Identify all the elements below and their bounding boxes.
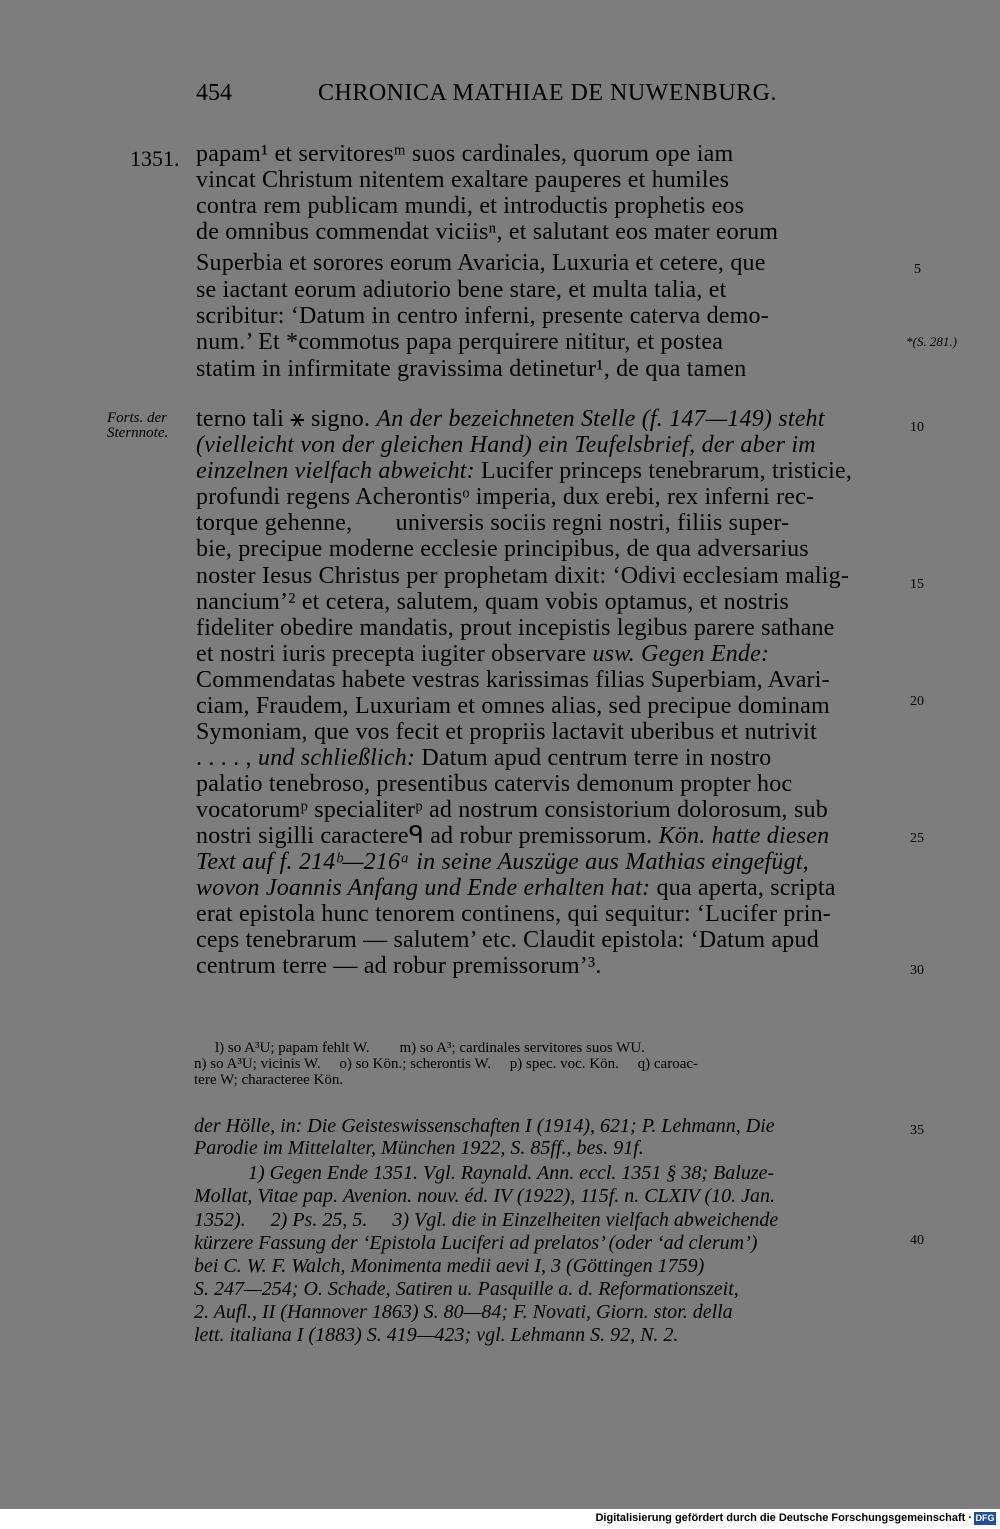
note-line: noster Iesus Christus per prophetam dixit: ‘Odivi ecclesiam malig-: [196, 563, 850, 589]
note-line: Text auf f. 214ᵇ—216ᵃ in seine Auszüge aus Mathias eingefügt,: [196, 849, 809, 875]
footnote-line: 2. Aufl., II (Hannover 1863) S. 80—84; F. Novati, Giorn. stor. della: [194, 1301, 733, 1323]
page-number: 454: [196, 80, 232, 106]
note-line: et nostri iuris precepta iugiter observare usw. Gegen Ende:: [196, 641, 770, 667]
line-number: 40: [910, 1233, 924, 1248]
footer-bar: [0, 1509, 1000, 1529]
footnote-line: S. 247—254; O. Schade, Satiren u. Pasquille a. d. Reformationszeit,: [194, 1278, 739, 1300]
footer-credit: Digitalisierung gefördert durch die Deutsche Forschungsgemeinschaft ·: [595, 1512, 972, 1524]
margin-note-line2: Sternnote.: [107, 425, 169, 441]
line-number: 30: [910, 963, 924, 978]
line-number: 15: [910, 577, 924, 592]
note-line: (vielleicht von der gleichen Hand) ein Teufelsbrief, der aber im: [196, 432, 816, 458]
apparatus-line: tere W; characteree Kön.: [194, 1072, 344, 1088]
note-line: centrum terre — ad robur premissorum’³.: [196, 953, 602, 979]
dfg-logo: DFG: [975, 1513, 995, 1523]
note-line: einzelnen vielfach abweicht: Lucifer princeps tenebrarum, tristicie,: [196, 458, 853, 484]
apparatus-line: l) so A³U; papam fehlt W. m) so A³; cardinales servitores suos WU.: [215, 1040, 645, 1056]
main-line: vincat Christum nitentem exaltare pauperes et humiles: [196, 167, 730, 193]
note-line: nancium’² et cetera, salutem, quam vobis optamus, et nostris: [196, 589, 790, 615]
side-reference: *(S. 281.): [906, 334, 957, 349]
note-line: ceps tenebrarum — salutem’ etc. Claudit epistola: ‘Datum apud: [196, 927, 819, 953]
main-line: papam¹ et servitoresᵐ suos cardinales, quorum ope iam: [196, 141, 734, 167]
footnote-line: kürzere Fassung der ‘Epistola Luciferi ad prelatos’ (oder ‘ad clerum’): [194, 1232, 758, 1254]
margin-note-line1: Forts. der: [107, 410, 167, 426]
note-line: nostri sigilli caractereᑫ ad robur premissorum. Kön. hatte diesen: [196, 823, 830, 849]
line-number: 10: [910, 420, 924, 435]
note-line: ciam, Fraudem, Luxuriam et omnes alias, sed precipue dominam: [196, 693, 830, 719]
note-line: terno tali ⚹ signo. An der bezeichneten Stelle (f. 147—149) steht: [196, 406, 825, 432]
line-number: 5: [914, 262, 921, 277]
running-title: CHRONICA MATHIAE DE NUWENBURG.: [318, 80, 777, 106]
note-line: profundi regens Acherontisᵒ imperia, dux erebi, rex inferni rec-: [196, 484, 815, 510]
note-line: wovon Joannis Anfang und Ende erhalten hat: qua aperta, scripta: [196, 875, 836, 901]
footnote-line: 1352). 2) Ps. 25, 5. 3) Vgl. die in Einzelheiten vielfach abweichende: [194, 1209, 779, 1231]
line-number: 35: [910, 1123, 924, 1138]
note-line: Symoniam, que vos fecit et propriis lactavit uberibus et nutrivit: [196, 719, 817, 745]
line-number: 25: [910, 831, 924, 846]
line-number: 20: [910, 694, 924, 709]
main-line: scribitur: ‘Datum in centro inferni, presente caterva demo-: [196, 303, 769, 329]
note-line: fideliter obedire mandatis, prout incepistis legibus parere sathane: [196, 615, 835, 641]
main-line: se iactant eorum adiutorio bene stare, et multa talia, et: [196, 277, 727, 303]
main-line: Superbia et sorores eorum Avaricia, Luxuria et cetere, que: [196, 250, 766, 276]
footnote-line: der Hölle, in: Die Geisteswissenschaften I (1914), 621; P. Lehmann, Die: [194, 1115, 775, 1137]
note-line: vocatorumᵖ specialiterᵖ ad nostrum consistorium dolorosum, sub: [196, 797, 828, 823]
note-line: bie, precipue moderne ecclesie principibus, de qua adversarius: [196, 536, 809, 562]
note-line: Commendatas habete vestras karissimas filias Superbiam, Avari-: [196, 667, 830, 693]
main-line: de omnibus commendat viciisⁿ, et salutant eos mater eorum: [196, 219, 779, 245]
footnote-line: bei C. W. F. Walch, Monimenta medii aevi I, 3 (Göttingen 1759): [194, 1255, 705, 1277]
footnote-line: lett. italiana I (1883) S. 419—423; vgl. Lehmann S. 92, N. 2.: [194, 1324, 679, 1346]
main-line: contra rem publicam mundi, et introductis prophetis eos: [196, 193, 745, 219]
main-line: statim in infirmitate gravissima detinetur¹, de qua tamen: [196, 356, 747, 382]
note-line: . . . . , und schließlich: Datum apud centrum terre in nostro: [196, 745, 772, 771]
main-line: num.’ Et *commotus papa perquirere nititur, et postea: [196, 329, 724, 355]
note-line: erat epistola hunc tenorem continens, qui sequitur: ‘Lucifer prin-: [196, 901, 831, 927]
year-marker: 1351.: [130, 146, 180, 171]
note-line: torque gehenne, universis sociis regni nostri, filiis super-: [196, 510, 790, 536]
footnote-line: 1) Gegen Ende 1351. Vgl. Raynald. Ann. eccl. 1351 § 38; Baluze-: [248, 1162, 775, 1184]
apparatus-line: n) so A³U; vicinis W. o) so Kön.; scherontis W. p) spec. voc. Kön. q) caroac-: [194, 1056, 699, 1072]
footnote-line: Parodie im Mittelalter, München 1922, S. 85ff., bes. 91f.: [194, 1137, 644, 1159]
footnote-line: Mollat, Vitae pap. Avenion. nouv. éd. IV (1922), 115f. n. CLXIV (10. Jan.: [194, 1185, 776, 1207]
note-line: palatio tenebroso, presentibus catervis demonum propter hoc: [196, 771, 793, 797]
